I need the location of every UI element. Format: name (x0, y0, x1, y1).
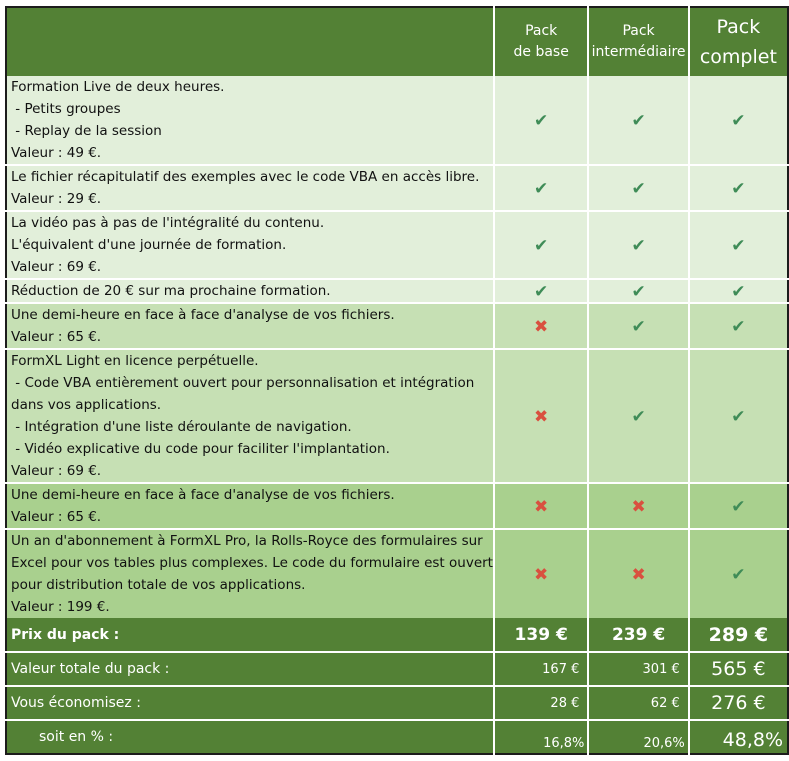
feature-line: La vidéo pas à pas de l'intégralité du contenu. (11, 215, 325, 231)
pack-comparison-table (5, 6, 789, 755)
feature-mark-base (494, 211, 588, 279)
feature-line: Excel pour vos tables plus complexes. Le code du formulaire est ouvert (11, 555, 493, 571)
feature-mark-base (494, 529, 588, 618)
feature-mark-base (494, 165, 588, 211)
check-icon: ✔ (731, 316, 746, 337)
feature-mark-intermediaire (588, 279, 688, 303)
check-icon: ✔ (534, 281, 549, 302)
feature-mark-base (494, 483, 588, 529)
feature-mark-intermediaire (588, 483, 688, 529)
header-pack-intermediaire (588, 7, 688, 76)
feature-line: - Replay de la session (11, 123, 162, 139)
feature-line: - Vidéo explicative du code pour faciliter l'implantation. (11, 441, 390, 457)
header-pack-base-line2: de base (513, 44, 569, 60)
check-icon: ✔ (731, 235, 746, 256)
feature-line: dans vos applications. (11, 397, 162, 413)
feature-line: Un an d'abonnement à FormXL Pro, la Rolls-Royce des formulaires sur (11, 533, 483, 549)
feature-mark-complet (689, 483, 788, 529)
summary-row-total (6, 652, 788, 686)
feature-line: Valeur : 65 €. (11, 509, 102, 525)
feature-mark-complet (689, 165, 788, 211)
cross-icon: ✖ (534, 496, 549, 517)
percent-base: 16,8% (494, 720, 588, 754)
cross-icon: ✖ (534, 564, 549, 585)
feature-line: Formation Live de deux heures. (11, 79, 225, 95)
feature-row (6, 165, 788, 211)
feature-line: L'équivalent d'une journée de formation. (11, 237, 287, 253)
percent-complet: 48,8% (689, 720, 788, 754)
price-complet: 289 € (689, 618, 788, 652)
feature-description (6, 211, 494, 279)
feature-description (6, 303, 494, 349)
feature-line: Valeur : 49 €. (11, 145, 102, 161)
check-icon: ✔ (631, 235, 646, 256)
summary-row-price (6, 618, 788, 652)
feature-line: Valeur : 69 €. (11, 463, 102, 479)
feature-line: Valeur : 29 €. (11, 191, 102, 207)
feature-line: Réduction de 20 € sur ma prochaine formation. (11, 283, 331, 299)
header-pack-base (494, 7, 588, 76)
feature-description (6, 76, 494, 165)
price-intermediaire: 239 € (588, 618, 688, 652)
feature-line: Une demi-heure en face à face d'analyse de vos fichiers. (11, 487, 395, 503)
savings-complet: 276 € (689, 686, 788, 720)
feature-mark-base (494, 76, 588, 165)
check-icon: ✔ (731, 406, 746, 427)
feature-line: Valeur : 199 €. (11, 599, 110, 615)
feature-description (6, 349, 494, 483)
feature-line: Valeur : 69 €. (11, 259, 102, 275)
feature-row (6, 303, 788, 349)
cross-icon: ✖ (631, 564, 646, 585)
check-icon: ✔ (534, 110, 549, 131)
feature-mark-base (494, 279, 588, 303)
feature-line: - Intégration d'une liste déroulante de navigation. (11, 419, 352, 435)
feature-line: FormXL Light en licence perpétuelle. (11, 353, 259, 369)
total-label: Valeur totale du pack : (6, 652, 494, 686)
check-icon: ✔ (631, 316, 646, 337)
percent-intermediaire: 20,6% (588, 720, 688, 754)
check-icon: ✔ (731, 110, 746, 131)
feature-line: Le fichier récapitulatif des exemples avec le code VBA en accès libre. (11, 169, 480, 185)
cross-icon: ✖ (534, 316, 549, 337)
feature-row (6, 279, 788, 303)
header-row (6, 7, 788, 76)
total-base: 167 € (494, 652, 588, 686)
check-icon: ✔ (731, 496, 746, 517)
price-label: Prix du pack : (6, 618, 494, 652)
feature-description (6, 529, 494, 618)
feature-row (6, 529, 788, 618)
feature-mark-base (494, 303, 588, 349)
feature-mark-complet (689, 303, 788, 349)
feature-mark-intermediaire (588, 165, 688, 211)
feature-mark-complet (689, 76, 788, 165)
header-corner (6, 7, 494, 76)
header-pack-intermediaire-line2: intermédiaire (591, 44, 686, 60)
feature-mark-complet (689, 279, 788, 303)
feature-description (6, 483, 494, 529)
check-icon: ✔ (731, 178, 746, 199)
feature-row (6, 349, 788, 483)
header-pack-complet-line1: Pack (716, 16, 761, 38)
percent-label: soit en % : (6, 720, 494, 754)
feature-row (6, 211, 788, 279)
feature-mark-intermediaire (588, 303, 688, 349)
check-icon: ✔ (631, 281, 646, 302)
summary-row-savings (6, 686, 788, 720)
check-icon: ✔ (534, 235, 549, 256)
feature-mark-intermediaire (588, 76, 688, 165)
feature-mark-intermediaire (588, 529, 688, 618)
feature-line: - Petits groupes (11, 101, 121, 117)
feature-line: Une demi-heure en face à face d'analyse de vos fichiers. (11, 307, 395, 323)
price-base: 139 € (494, 618, 588, 652)
cross-icon: ✖ (631, 496, 646, 517)
check-icon: ✔ (631, 110, 646, 131)
feature-rows (6, 76, 788, 618)
feature-mark-intermediaire (588, 349, 688, 483)
check-icon: ✔ (631, 406, 646, 427)
total-complet: 565 € (689, 652, 788, 686)
feature-line: - Code VBA entièrement ouvert pour personnalisation et intégration (11, 375, 475, 391)
check-icon: ✔ (534, 178, 549, 199)
feature-mark-complet (689, 529, 788, 618)
feature-line: pour distribution totale de vos applications. (11, 577, 306, 593)
savings-label: Vous économisez : (6, 686, 494, 720)
header-pack-base-line1: Pack (525, 23, 558, 39)
header-pack-complet (689, 7, 788, 76)
feature-description (6, 279, 494, 303)
savings-base: 28 € (494, 686, 588, 720)
feature-mark-complet (689, 211, 788, 279)
feature-mark-base (494, 349, 588, 483)
check-icon: ✔ (731, 564, 746, 585)
check-icon: ✔ (631, 178, 646, 199)
feature-line: Valeur : 65 €. (11, 329, 102, 345)
cross-icon: ✖ (534, 406, 549, 427)
feature-mark-intermediaire (588, 211, 688, 279)
header-pack-complet-line2: complet (699, 46, 777, 68)
total-intermediaire: 301 € (588, 652, 688, 686)
feature-row (6, 483, 788, 529)
check-icon: ✔ (731, 281, 746, 302)
summary-row-percent (6, 720, 788, 754)
feature-mark-complet (689, 349, 788, 483)
feature-description (6, 165, 494, 211)
feature-row (6, 76, 788, 165)
header-pack-intermediaire-line1: Pack (622, 23, 655, 39)
savings-intermediaire: 62 € (588, 686, 688, 720)
